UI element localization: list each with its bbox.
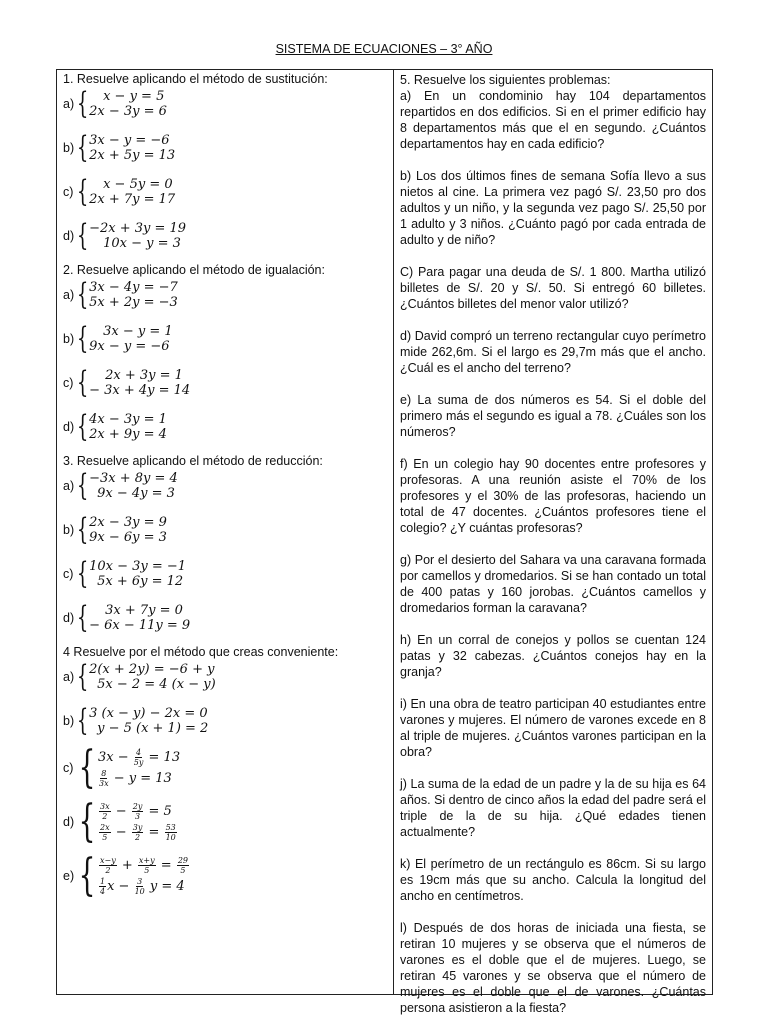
equation: $\frac{8}{3x}$ − y = 13 — [99, 769, 172, 788]
equation: 9x − 4y = 3 — [97, 486, 175, 501]
item-label: b) — [63, 714, 75, 728]
equation: x − 5y = 0 — [103, 177, 173, 192]
system-4c: c) { 3x − $\frac{4}{5y}$ = 13 $\frac{8}{3x}$ − y = 13 — [63, 742, 181, 793]
system-1c: c) { x − 5y = 0 2x + 7y = 17 — [63, 174, 176, 209]
equation: 2x + 7y = 17 — [89, 192, 176, 207]
item-label: c) — [63, 376, 74, 390]
problem-l: l) Después de dos horas de iniciada una fiesta, se retiran 10 mujeres y se observa que el números de varones es el doble que el de mujeres. Luego, se retiran 45 varones y se observa que el número de mujeres es el doble que el de varones. ¿Cuántas persona asistieron a la fiesta? — [400, 921, 706, 1015]
system-1b: b) { 3x − y = −6 2x + 5y = 13 — [63, 130, 176, 165]
item-label: b) — [63, 523, 75, 537]
equation: 10x − 3y = −1 — [89, 559, 187, 574]
system-4b: b) { 3 (x − y) − 2x = 0 y − 5 (x + 1) = 2 — [63, 703, 209, 738]
page-title: SISTEMA DE ECUACIONES – 3° AÑO — [275, 42, 493, 56]
equation: 3x − y = −6 — [89, 133, 170, 148]
item-label: d) — [63, 420, 75, 434]
problem-c: C) Para pagar una deuda de S/. 1 800. Martha utilizó billetes de S/. 20 y S/. 50. Si entregó 60 billetes. ¿Cuántos billetes del menor valor utilizó? — [400, 265, 706, 311]
section-4-heading: 4 Resuelve por el método que creas conveniente: — [63, 645, 339, 659]
item-label: d) — [63, 815, 75, 829]
problem-j: j) La suma de la edad de un padre y la de su hija es 64 años. Si dentro de cinco años la edad del padre será el triple de la de su hija. ¿Qué edades tienen actualmente? — [400, 777, 706, 839]
item-label: d) — [63, 229, 75, 243]
equation: 2x − 3y = 6 — [89, 104, 167, 119]
problem-g: g) Por el desierto del Sahara va una caravana formada por camellos y dromedarios. Si se han contado un total de 400 patas y 160 jorobas. ¿Cuántos camellos y dromedarios forman la caravana? — [400, 553, 706, 615]
system-3b: b) { 2x − 3y = 9 9x − 6y = 3 — [63, 512, 167, 547]
system-3c: c) { 10x − 3y = −1 5x + 6y = 12 — [63, 556, 187, 591]
equation: −3x + 8y = 4 — [89, 471, 178, 486]
system-2c: c) { 2x + 3y = 1 − 3x + 4y = 14 — [63, 365, 191, 400]
equation: 5x − 2 = 4 (x − y) — [97, 677, 216, 692]
equation: 5x + 2y = −3 — [89, 295, 178, 310]
equation: 10x − y = 3 — [103, 236, 181, 251]
worksheet-table — [56, 69, 713, 1015]
equation: 3x − 4y = −7 — [89, 280, 178, 295]
equation: 2x + 9y = 4 — [89, 427, 167, 442]
item-label: c) — [63, 761, 74, 775]
equation: 3 (x − y) − 2x = 0 — [89, 706, 208, 721]
problem-f: f) En un colegio hay 90 docentes entre profesores y profesoras. A una reunión asiste el 70% de los profesores y el 30% de las profesoras, haciendo un total de 47 docentes. ¿Cuántos profesores tiene el colegio? ¿Y cuántas profesoras? — [400, 457, 706, 535]
section-5-heading: 5. Resuelve los siguientes problemas: — [400, 73, 611, 87]
problem-b: b) Los dos últimos fines de semana Sofía llevo a sus nietos al cine. La primera vez pagó S/. 23,50 pro dos adultos y un niño, y la segunda vez pago S/. 25,50 por 1 adulto y 3 niños. ¿Cuánto pagó por cada entrada de adulto y de niño? — [400, 169, 706, 247]
equation: 5x + 6y = 12 — [97, 574, 184, 589]
equation: − 6x − 11y = 9 — [89, 618, 191, 633]
item-label: d) — [63, 611, 75, 625]
equation: $\frac{x-y}{2}$ + $\frac{x+y}{5}$ = $\frac{29}{5}$ — [100, 856, 188, 875]
equation: − 3x + 4y = 14 — [89, 383, 191, 398]
item-label: c) — [63, 185, 74, 199]
equation: 3x + 7y = 0 — [105, 603, 183, 618]
equation: 9x − 6y = 3 — [89, 530, 167, 545]
system-3a: a) { −3x + 8y = 4 9x − 4y = 3 — [63, 468, 178, 503]
problem-i: i) En una obra de teatro participan 40 estudiantes entre varones y mujeres. El número de varones excede en 8 al triple de mujeres. ¿Cuántos varones participan en la obra? — [400, 697, 706, 759]
equation: $\frac{1}{4}$ x − $\frac{3}{10}$ y = 4 — [100, 877, 185, 896]
item-label: a) — [63, 670, 75, 684]
section-2-heading: 2. Resuelve aplicando el método de igualación: — [63, 263, 325, 277]
system-2d: d) { 4x − 3y = 1 2x + 9y = 4 — [63, 409, 167, 444]
equation: $\frac{3x}{2}$ − $\frac{2y}{3}$ = 5 — [100, 802, 172, 821]
equation: y − 5 (x + 1) = 2 — [97, 721, 209, 736]
system-2a: a) { 3x − 4y = −7 5x + 2y = −3 — [63, 277, 178, 312]
equation: x − y = 5 — [103, 89, 165, 104]
system-2b: b) { 3x − y = 1 9x − y = −6 — [63, 321, 173, 356]
problem-a: a) En un condominio hay 104 departamentos repartidos en dos edificios. Si en el primer edificio hay 8 departamentos más que el en segundo. ¿Cuántos departamentos hay en cada edificio? — [400, 89, 706, 151]
equation: 2x + 5y = 13 — [89, 148, 176, 163]
system-4d: d) { $\frac{3x}{2}$ − $\frac{2y}{3}$ = 5 $\frac{2x}{5}$ − $\frac{3y}{2}$ = $\frac{53}{10}$ — [63, 796, 176, 847]
item-label: e) — [63, 869, 75, 883]
system-1d: d) { −2x + 3y = 19 10x − y = 3 — [63, 218, 187, 253]
problem-h: h) En un corral de conejos y pollos se cuentan 124 patas y 32 cabezas. ¿Cuántos conejos hay en la granja? — [400, 633, 706, 679]
item-label: c) — [63, 567, 74, 581]
item-label: a) — [63, 97, 75, 111]
problem-k: k) El perímetro de un rectángulo es 86cm. Si su largo es 19cm más que su ancho. Calcula la longitud del ancho en centímetros. — [400, 857, 706, 903]
problem-e: e) La suma de dos números es 54. Si el doble del primero más el segundo es igual a 78. ¿Cuáles son los números? — [400, 393, 706, 439]
item-label: b) — [63, 332, 75, 346]
equation: 2x − 3y = 9 — [89, 515, 167, 530]
equation: $\frac{2x}{5}$ − $\frac{3y}{2}$ = $\frac{53}{10}$ — [100, 823, 176, 842]
problem-d: d) David compró un terreno rectangular cuyo perímetro mide 262,6m. Si el largo es 29,7m más que el ancho. ¿Cuál es el ancho del terreno? — [400, 329, 706, 375]
system-4e: e) { $\frac{x-y}{2}$ + $\frac{x+y}{5}$ = $\frac{29}{5}$ $\frac{1}{4}$ x − $\frac{3}{10}$ y = 4 — [63, 850, 188, 901]
item-label: a) — [63, 288, 75, 302]
equation: 3x − $\frac{4}{5y}$ = 13 — [98, 748, 181, 767]
section-3-heading: 3. Resuelve aplicando el método de reducción: — [63, 454, 323, 468]
equation: −2x + 3y = 19 — [89, 221, 187, 236]
equation: 3x − y = 1 — [103, 324, 173, 339]
section-1-heading: 1. Resuelve aplicando el método de sustitución: — [63, 72, 328, 86]
equation: 2x + 3y = 1 — [105, 368, 183, 383]
right-column — [394, 70, 712, 1015]
system-3d: d) { 3x + 7y = 0 − 6x − 11y = 9 — [63, 600, 191, 635]
left-column — [57, 70, 394, 994]
item-label: b) — [63, 141, 75, 155]
equation: 4x − 3y = 1 — [89, 412, 167, 427]
system-1a: a) { x − y = 5 2x − 3y = 6 — [63, 86, 167, 121]
equation: 2(x + 2y) = −6 + y — [89, 662, 215, 677]
item-label: a) — [63, 479, 75, 493]
system-4a: a) { 2(x + 2y) = −6 + y 5x − 2 = 4 (x − y) — [63, 659, 216, 694]
equation: 9x − y = −6 — [89, 339, 170, 354]
